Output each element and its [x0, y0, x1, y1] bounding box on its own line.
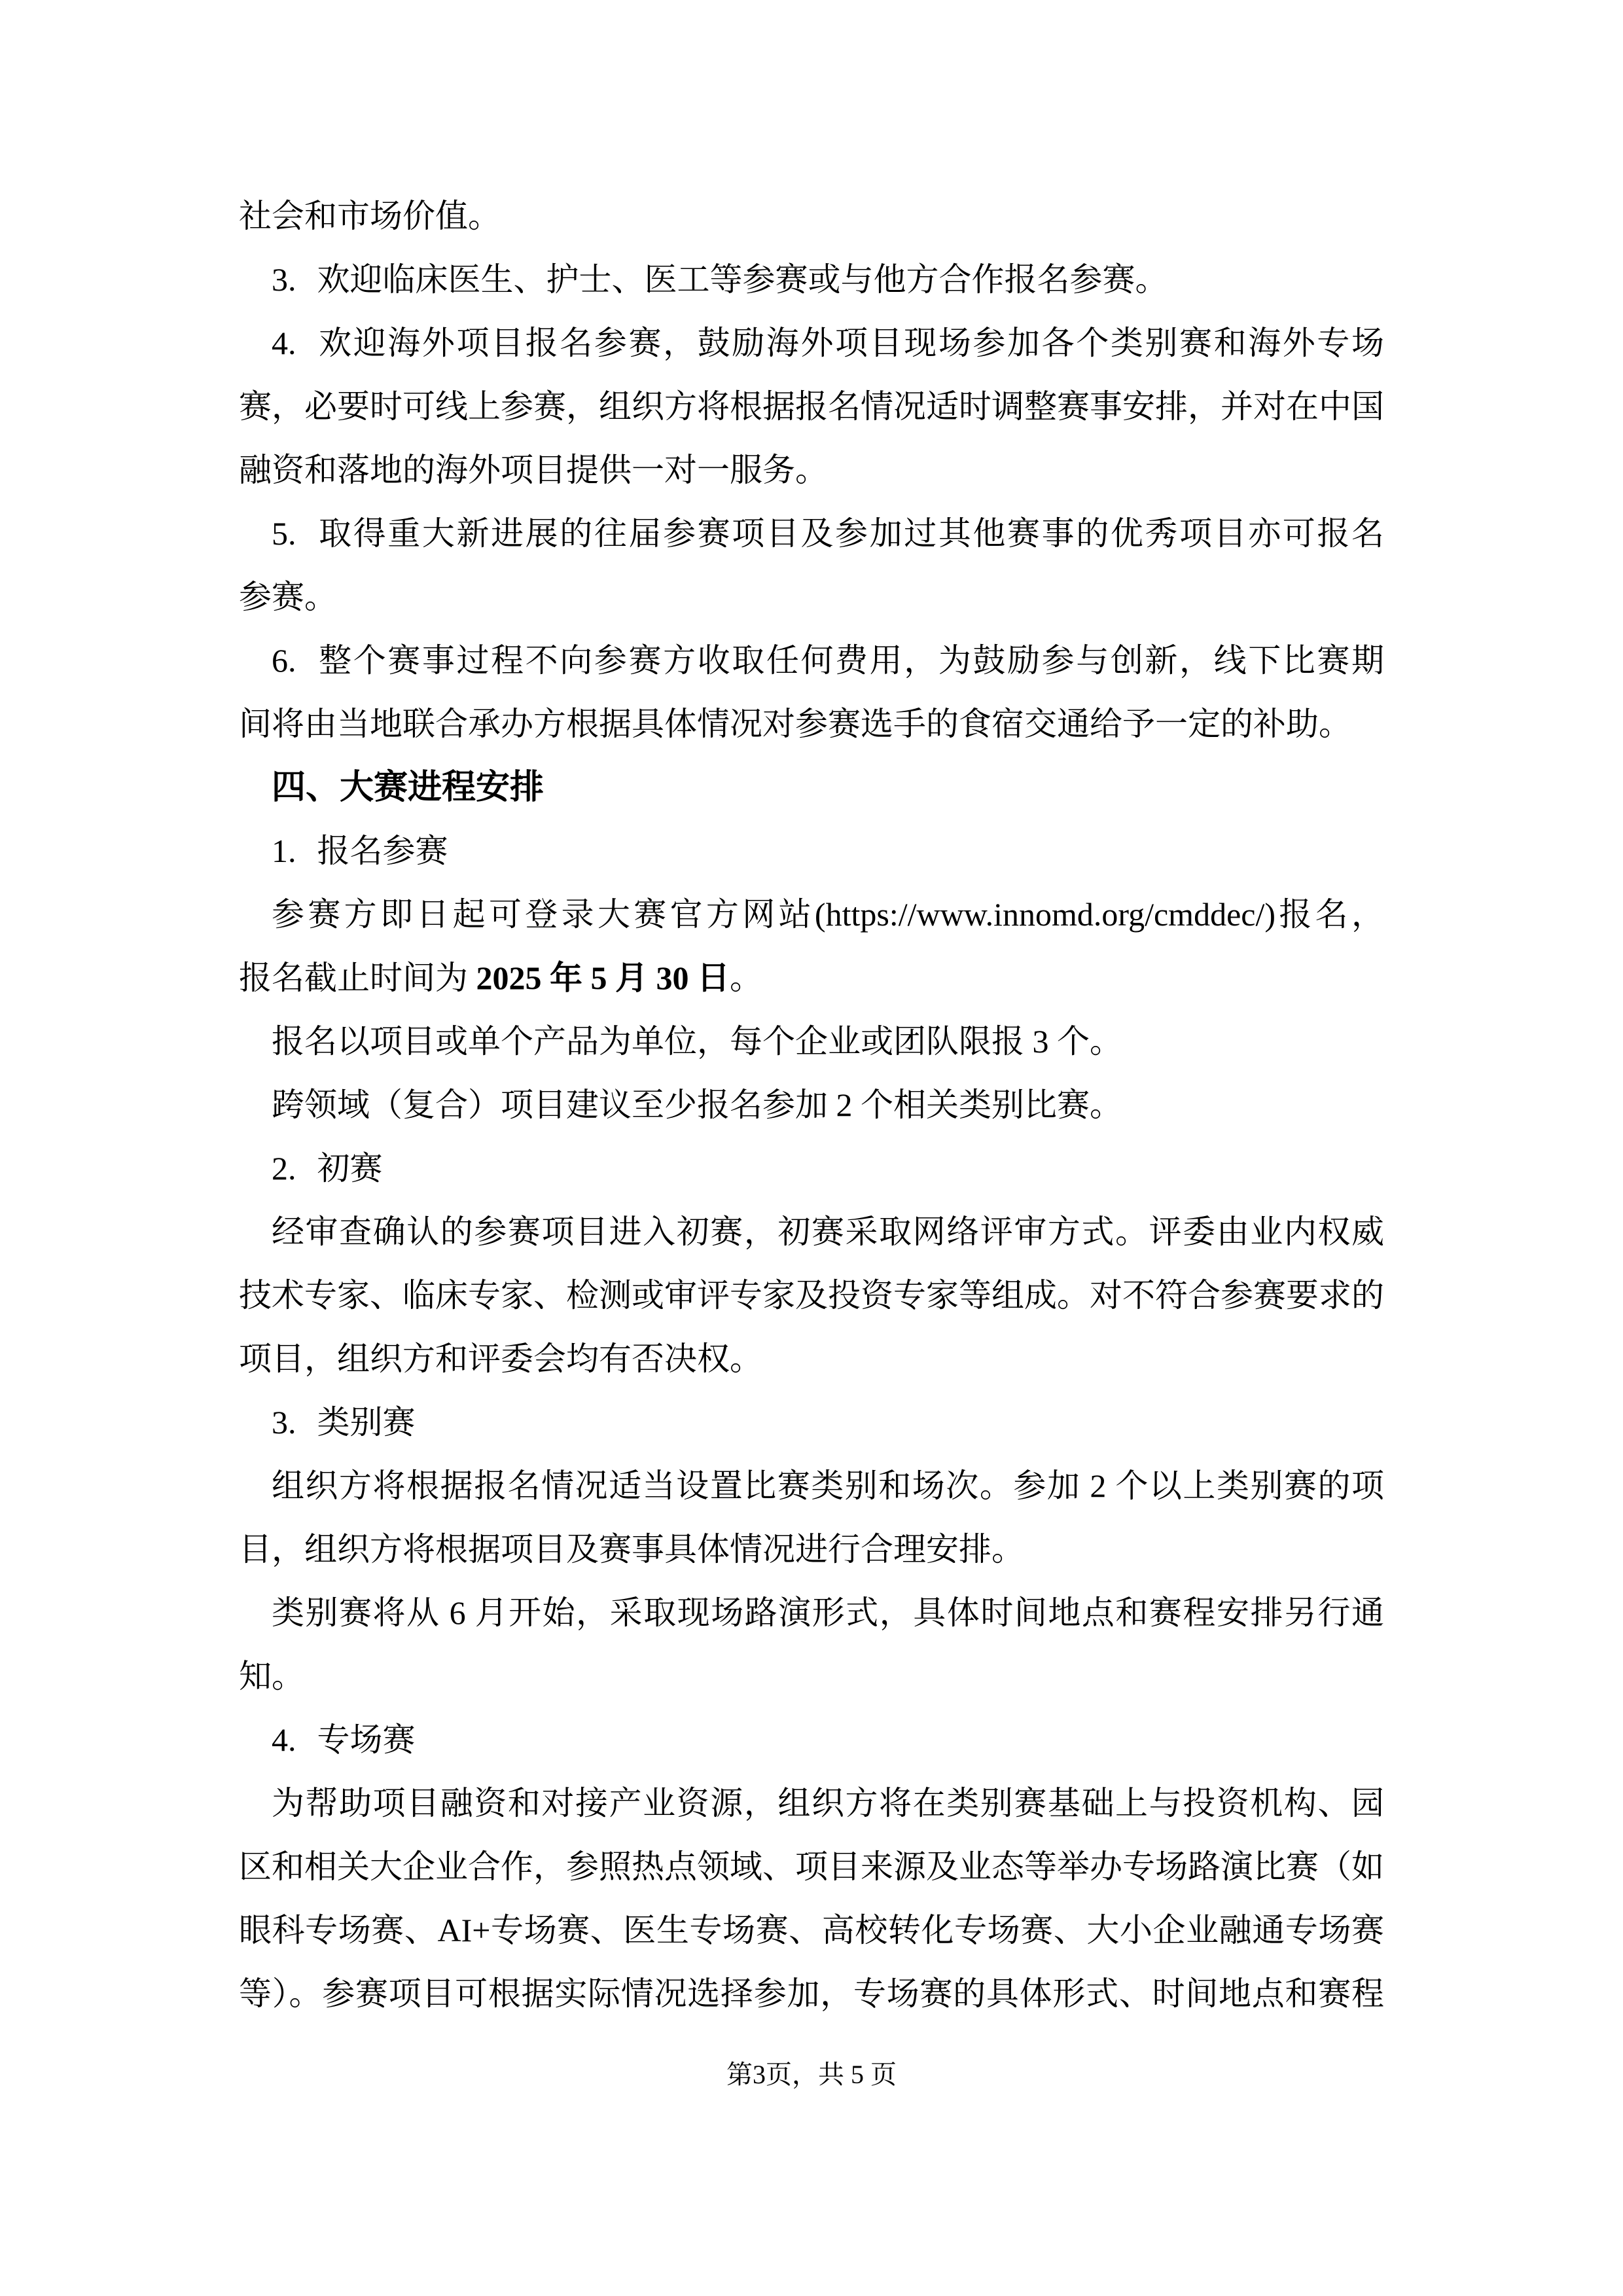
text-line	[239, 1264, 1384, 1327]
deadline-date: 2025 年 5 月 30 日	[476, 960, 730, 996]
line-text: 报名参赛	[317, 833, 448, 869]
line-text: 参赛。	[239, 579, 337, 615]
line-text: 欢迎海外项目报名参赛，鼓励海外项目现场参加各个类别赛和海外专场	[317, 325, 1384, 361]
text-line	[239, 1581, 1384, 1645]
line-text: 跨领域（复合）项目建议至少报名参加 2 个相关类别比赛。	[272, 1086, 1122, 1123]
line-text: 报名以项目或单个产品为单位，每个企业或团队限报 3 个。	[272, 1023, 1122, 1060]
line-text: 项目，组织方和评委会均有否决权。	[239, 1340, 762, 1377]
line-text: 社会和市场价值。	[239, 198, 501, 234]
text-line	[239, 1645, 1384, 1708]
list-item-line	[239, 819, 1384, 883]
page-footer	[0, 2055, 1623, 2094]
line-text: 欢迎临床医生、护士、医工等参赛或与他方合作报名参赛。	[317, 261, 1168, 298]
line-text: 目，组织方将根据项目及赛事具体情况进行合理安排。	[239, 1531, 1024, 1568]
page-number: 第3页，共 5 页	[726, 2060, 897, 2089]
text-line	[239, 1010, 1384, 1073]
list-item-number: 3.	[272, 261, 296, 298]
text-line	[239, 1835, 1384, 1899]
line-text: 整个赛事过程不向参赛方收取任何费用，为鼓励参与创新，线下比赛期	[317, 642, 1384, 679]
text-line	[239, 1454, 1384, 1518]
text-line	[239, 375, 1384, 439]
document-body	[239, 185, 1384, 2026]
line-text: 眼科专场赛、AI+专场赛、医生专场赛、高校转化专场赛、大小企业融通专场赛	[239, 1912, 1384, 1948]
text-line	[239, 692, 1384, 756]
line-text: 报名截止时间为	[239, 960, 476, 996]
line-text: 赛，必要时可线上参赛，组织方将根据报名情况适时调整赛事安排，并对在中国	[239, 388, 1384, 425]
text-line	[239, 1200, 1384, 1264]
text-line	[239, 1962, 1384, 2026]
list-item-line	[239, 312, 1384, 375]
text-line	[239, 883, 1384, 946]
list-item-line	[239, 1391, 1384, 1454]
text-line	[239, 565, 1384, 629]
list-item-line	[239, 1708, 1384, 1772]
list-item-line	[239, 629, 1384, 692]
text-line	[239, 439, 1384, 502]
line-text: 取得重大新进展的往届参赛项目及参加过其他赛事的优秀项目亦可报名	[317, 515, 1384, 552]
text-line	[239, 1772, 1384, 1835]
competition-website-url: https://www.innomd.org/cmddec/	[825, 896, 1265, 933]
line-text: 为帮助项目融资和对接产业资源，组织方将在类别赛基础上与投资机构、园	[272, 1785, 1384, 1821]
line-text: 初赛	[317, 1150, 383, 1187]
text-line	[239, 1327, 1384, 1391]
line-text: 区和相关大企业合作，参照热点领域、项目来源及业态等举办专场路演比赛（如	[239, 1848, 1384, 1885]
line-text: 参赛方即日起可登录大赛官方网站(	[272, 896, 826, 933]
line-text: 组织方将根据报名情况适当设置比赛类别和场次。参加 2 个以上类别赛的项	[272, 1467, 1384, 1504]
line-text: 类别赛将从 6 月开始，采取现场路演形式，具体时间地点和赛程安排另行通	[272, 1594, 1384, 1631]
line-text: 知。	[239, 1658, 304, 1695]
list-item-number: 4.	[272, 325, 296, 361]
section-heading	[239, 756, 1384, 819]
text-line	[239, 185, 1384, 248]
list-item-number: 2.	[272, 1150, 296, 1187]
line-text: )报名，	[1264, 896, 1384, 933]
list-item-number: 3.	[272, 1404, 296, 1441]
text-line	[239, 946, 1384, 1010]
list-item-number: 4.	[272, 1721, 296, 1758]
line-text: 技术专家、临床专家、检测或审评专家及投资专家等组成。对不符合参赛要求的	[239, 1277, 1384, 1314]
list-item-line	[239, 248, 1384, 312]
text-line	[239, 1518, 1384, 1581]
list-item-number: 5.	[272, 515, 296, 552]
line-text: 专场赛	[317, 1721, 416, 1758]
line-text: 。	[730, 960, 762, 996]
line-text: 类别赛	[317, 1404, 416, 1441]
list-item-line	[239, 1137, 1384, 1200]
text-line	[239, 1899, 1384, 1962]
text-line	[239, 1073, 1384, 1137]
line-text: 融资和落地的海外项目提供一对一服务。	[239, 452, 828, 488]
line-text: 等）。参赛项目可根据实际情况选择参加，专场赛的具体形式、时间地点和赛程	[239, 1975, 1384, 2012]
line-text: 经审查确认的参赛项目进入初赛，初赛采取网络评审方式。评委由业内权威	[272, 1213, 1384, 1250]
list-item-line	[239, 502, 1384, 565]
list-item-number: 1.	[272, 833, 296, 869]
list-item-number: 6.	[272, 642, 296, 679]
line-text: 四、大赛进程安排	[272, 768, 544, 806]
line-text: 间将由当地联合承办方根据具体情况对参赛选手的食宿交通给予一定的补助。	[239, 706, 1351, 742]
